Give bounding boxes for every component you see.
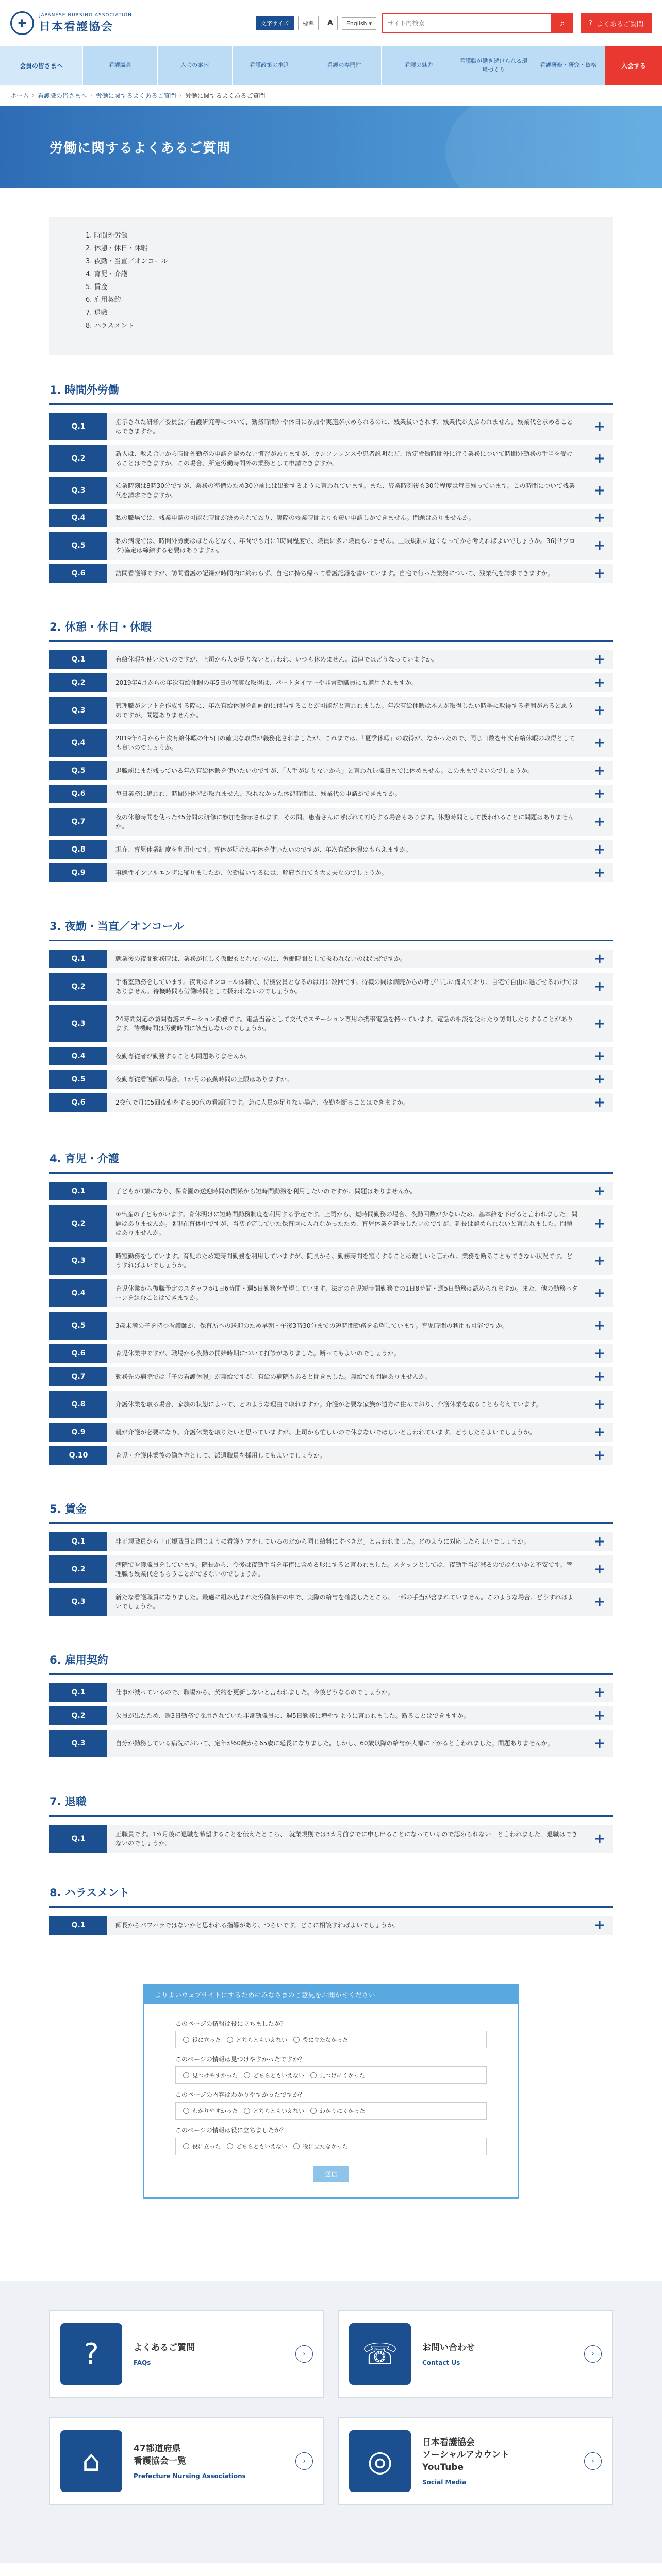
arrow-right-icon: › (295, 2345, 313, 2363)
building-icon: ⌂ (60, 2430, 122, 2492)
radio-button[interactable] (293, 2143, 300, 2149)
arrow-right-icon: › (295, 2452, 313, 2470)
question-text: 2交代で月に5回夜勤をする90代の看護師です。急に人員が足りない場合、夜勤を断ることはできますか。 (115, 1099, 409, 1106)
question-text: 私の職場では、残業申請の可能な時間が決められており、実際の残業時間よりも短い申請しかできません。問題はありませんか。 (115, 514, 475, 521)
question-text: 3歳未満の子を持つ看護師が、保育所への送迎のため早朝・午後3時30分までの短時間勤務を希望しています。育児時間の利用も可能ですか。 (115, 1322, 508, 1329)
question-row[interactable] (49, 1367, 613, 1386)
footer-card-subtitle: Contact Us (422, 2359, 460, 2366)
question-text: 新たな看護職員になりました。最適に組み込まれた労働条件の中で、実際の給与を確認したところ、一部の手当が含まれていません。このような場合、どうすればよいでしょうか。 (115, 1594, 574, 1610)
survey-option[interactable] (310, 2071, 365, 2079)
nav-item-4[interactable]: 看護の専門性 (307, 46, 382, 85)
faq-section (49, 619, 613, 882)
radio-button[interactable] (183, 2108, 189, 2114)
expand-plus-icon[interactable]: + (594, 814, 605, 829)
expand-plus-icon[interactable]: + (594, 652, 605, 667)
survey-question: このページの情報は役に立ちましたか？ (175, 2127, 287, 2134)
nav-item-6[interactable]: 看護職が働き続けられる環境づくり (456, 46, 531, 85)
footer-card[interactable] (49, 2417, 324, 2505)
expand-plus-icon[interactable]: + (594, 865, 605, 880)
expand-plus-icon[interactable]: + (594, 786, 605, 802)
question-number: Q.6 (49, 564, 107, 583)
question-number: Q.2 (49, 1706, 107, 1725)
footer-links (0, 2281, 662, 2563)
nav-item-3[interactable]: 看護政策の推進 (232, 46, 307, 85)
question-number: Q.6 (49, 785, 107, 803)
join-button[interactable]: 入会する (605, 46, 662, 85)
question-number: Q.2 (49, 1555, 107, 1583)
question-row[interactable] (49, 564, 613, 583)
survey-option-label: 役に立たなかった (303, 2143, 348, 2150)
expand-plus-icon[interactable]: + (594, 1594, 605, 1609)
question-number: Q.9 (49, 863, 107, 882)
question-text: 指示された研修／委員会／看護研究等について、勤務時間外や休日に参加や実施が求められるのに、残業扱いされず、残業代が支払われません。残業代を求めることはできますか。 (115, 418, 573, 435)
feedback-survey (143, 1984, 519, 2199)
question-row[interactable] (49, 863, 613, 882)
survey-option-label: わかりにくかった (320, 2108, 365, 2114)
expand-plus-icon[interactable]: + (594, 1253, 605, 1268)
font-size-label: 文字サイズ (256, 16, 294, 30)
question-text: 非正規職員から「正規職員と同じように看護ケアをしているのだから同じ給料にすべきだ」と言われました。どのように対応したらよいでしょうか。 (115, 1538, 530, 1545)
question-text: 病院で看護職員をしています。院長から、今後は夜勤手当を年俸に含める形にすると言われました。スタッフとしては、夜勤手当が減るのではないかと不安です。管理職も残業代をもらうことができないのでしょうか。 (115, 1561, 573, 1578)
question-list (49, 413, 613, 583)
question-number: Q.8 (49, 1391, 107, 1418)
question-row[interactable] (49, 1916, 613, 1935)
survey-option-label: わかりやすかった (192, 2108, 238, 2114)
question-row[interactable] (49, 785, 613, 803)
question-number: Q.10 (49, 1446, 107, 1465)
radio-button[interactable] (183, 2143, 189, 2149)
global-nav (0, 46, 662, 85)
section-title: 1. 時間外労働 (49, 382, 613, 405)
language-label: English (346, 20, 367, 27)
question-text: 退職前にまだ残っている年次有給休暇を使いたいのですが、「人手が足りないから」と言われ退職日までに休めません。このままでよいのでしょうか。 (115, 767, 534, 774)
expand-plus-icon[interactable]: + (594, 763, 605, 778)
nav-item-1[interactable]: 看護職員 (82, 46, 157, 85)
question-number: Q.2 (49, 673, 107, 692)
toc-item[interactable]: 7. 退職 (86, 309, 108, 317)
question-number: Q.6 (49, 1093, 107, 1112)
question-text: 師長からパワハラではないかと思われる指導があり、つらいです。どこに相談すればよいでしょうか。 (115, 1922, 400, 1929)
question-number: Q.6 (49, 1344, 107, 1363)
question-number: Q.1 (49, 413, 107, 440)
question-row[interactable] (49, 840, 613, 859)
survey-option-label: 見つけにくかった (320, 2072, 365, 2079)
site-header (0, 0, 662, 46)
search-bar (382, 13, 573, 33)
expand-plus-icon[interactable]: + (594, 483, 605, 498)
expand-plus-icon[interactable]: + (594, 1736, 605, 1751)
footer-card-subtitle: FAQs (134, 2359, 151, 2366)
expand-plus-icon[interactable]: + (594, 1918, 605, 1933)
question-icon: ? (60, 2323, 122, 2385)
expand-plus-icon[interactable]: + (594, 675, 605, 690)
arrow-right-icon: › (584, 2345, 602, 2363)
expand-plus-icon[interactable]: + (594, 1183, 605, 1199)
expand-plus-icon[interactable]: + (594, 1425, 605, 1440)
survey-option-label: どちらともいえない (236, 2037, 287, 2043)
survey-option-label: どちらともいえない (236, 2143, 287, 2150)
toc-item[interactable]: 1. 時間外労働 (86, 232, 128, 240)
question-number: Q.1 (49, 1182, 107, 1200)
breadcrumb (0, 85, 662, 106)
survey-submit-button[interactable]: 送信 (313, 2166, 349, 2182)
question-number: Q.5 (49, 1070, 107, 1089)
question-number: Q.1 (49, 1825, 107, 1853)
question-number: Q.3 (49, 1730, 107, 1757)
footer-card-title: お問い合わせ (422, 2343, 475, 2353)
footer-card-title: 47都道府県 看護協会一覧 (134, 2444, 186, 2466)
question-row[interactable] (49, 1825, 613, 1853)
breadcrumb-separator: › (90, 92, 93, 99)
expand-plus-icon[interactable]: + (594, 566, 605, 581)
expand-plus-icon[interactable]: + (594, 951, 605, 967)
question-text: 事態性インフルエンザに罹りましたが、欠勤扱いするには、解雇されても大丈夫なのでしょうか。 (115, 869, 388, 876)
section-title: 8. ハラスメント (49, 1885, 613, 1908)
question-row[interactable] (49, 1446, 613, 1465)
expand-plus-icon[interactable]: + (594, 1048, 605, 1064)
language-button[interactable] (342, 17, 376, 30)
search-input[interactable] (382, 13, 552, 33)
question-text: 新人は、教え合いから時間外勤務の申請を認めない慣習がありますが、カンファレンスや患者説明など、所定労働時間外に行う業務について時間外勤務の手当を受けることはできますか。この場合、所定労働時間外の業務として申請できますか。 (115, 450, 573, 467)
survey-option[interactable] (293, 2036, 348, 2044)
survey-option[interactable] (227, 2036, 287, 2044)
question-text: 2019年4月からの年次有給休暇の年5日の確実な取得は、パートタイマーや非常勤職員にも適用されますか。 (115, 679, 418, 686)
question-number: Q.4 (49, 1279, 107, 1307)
expand-plus-icon[interactable]: + (594, 1562, 605, 1577)
question-number: Q.7 (49, 808, 107, 836)
font-standard-button[interactable]: 標準 (298, 16, 319, 30)
toc-item[interactable]: 6. 雇用契約 (86, 296, 121, 304)
question-number: Q.5 (49, 761, 107, 780)
question-text: 時短勤務をしています。育児のため短時間勤務を利用していますが、院長から、勤務時間を短くすることは難しいと言われ、業務を断ることもできない状況です。どうすればよいでしょうか。 (115, 1252, 573, 1269)
expand-plus-icon[interactable]: + (594, 1072, 605, 1087)
section-title: 5. 賃金 (49, 1501, 613, 1524)
logo-mark-icon: ✚ (10, 11, 34, 35)
question-row[interactable] (49, 950, 613, 968)
nav-item-5[interactable]: 看護の魅力 (381, 46, 456, 85)
nav-member-link[interactable] (0, 46, 82, 85)
footer-card[interactable] (338, 2417, 613, 2505)
survey-question: このページの情報は役に立ちましたか？ (175, 2020, 287, 2027)
question-row[interactable] (49, 673, 613, 692)
question-number: Q.7 (49, 1367, 107, 1386)
sns-icon: ◎ (349, 2430, 411, 2492)
expand-plus-icon[interactable]: + (594, 979, 605, 994)
question-row[interactable] (49, 509, 613, 527)
toc-item[interactable]: 3. 夜勤・当直／オンコール (86, 258, 168, 265)
survey-option[interactable] (293, 2142, 348, 2150)
footer-card-subtitle: Social Media (422, 2479, 467, 2486)
question-number: Q.1 (49, 1916, 107, 1935)
breadcrumb-level1[interactable]: 看護職の皆さまへ (37, 92, 87, 99)
question-number: Q.3 (49, 1005, 107, 1042)
question-row[interactable] (49, 1344, 613, 1363)
question-text: 勤務先の病院では「子の看護休暇」が無給ですが、有給の病院もあると聞きました。無給でも問題ありませんか。 (115, 1373, 432, 1380)
survey-question: このページの内容はわかりやすかったですか？ (175, 2091, 305, 2098)
question-row[interactable] (49, 1555, 613, 1583)
question-number: Q.3 (49, 1247, 107, 1275)
expand-plus-icon[interactable]: + (594, 1448, 605, 1463)
faq-section (49, 1150, 613, 1465)
logo-title: 日本看護協会 (39, 20, 114, 33)
question-text: 欠員が出たため、週3日勤務で採用されていた非常勤職員に、週5日勤務に増やすように言われました。断ることはできますか。 (115, 1712, 470, 1719)
question-number: Q.2 (49, 445, 107, 472)
breadcrumb-home[interactable]: ホーム (10, 92, 29, 99)
radio-button[interactable] (227, 2143, 233, 2149)
survey-option-label: 役に立たなかった (303, 2037, 348, 2043)
expand-plus-icon[interactable]: + (594, 1095, 605, 1110)
survey-option[interactable] (244, 2071, 304, 2079)
faq-section (49, 918, 613, 1112)
nav-item-7[interactable]: 看護研修・研究・資格 (531, 46, 605, 85)
section-title: 7. 退職 (49, 1793, 613, 1817)
question-text: 親が介護が必要になり、介護休業を取りたいと思っていますが、上司から忙しいので休まないでほしいと言われています。どうしたらよいでしょうか。 (115, 1429, 536, 1436)
question-text: 毎日業務に追われ、時間外休憩が取れません。取れなかった休憩時間は、残業代の申請ができますか。 (115, 790, 401, 798)
footer-card[interactable] (49, 2310, 324, 2398)
question-list (49, 1182, 613, 1465)
survey-options (175, 2102, 487, 2120)
question-number: Q.2 (49, 1205, 107, 1242)
question-row[interactable] (49, 413, 613, 440)
question-row[interactable] (49, 1423, 613, 1442)
expand-plus-icon[interactable]: + (594, 1318, 605, 1333)
question-number: Q.1 (49, 1683, 107, 1702)
question-list (49, 650, 613, 882)
question-icon: ? (589, 19, 592, 27)
question-text: 正職員です。1カ月後に退職を希望することを伝えたところ、「就業規則では3カ月前までに申し出ることになっているので認められない」と言われました。退職はできないのでしょうか。 (115, 1831, 578, 1847)
expand-plus-icon[interactable]: + (594, 1708, 605, 1723)
footer-card-title: 日本看護協会 ソーシャルアカウント YouTube (422, 2437, 510, 2472)
question-text: 就業後の夜間勤務時は、業務が忙しく仮眠もとれないのに、労働時間として扱われないのはなぜですか。 (115, 955, 407, 962)
radio-button[interactable] (244, 2108, 250, 2114)
toc-item[interactable]: 2. 休憩・休日・休暇 (86, 245, 148, 252)
question-text: 夜の休憩時間を使った45分間の研修に参加を指示されます。その間、患者さんに呼ばれて対応する場合もあります。休憩時間として扱われることに問題はありませんか。 (115, 814, 574, 830)
expand-plus-icon[interactable]: + (594, 1346, 605, 1361)
expand-plus-icon[interactable]: + (594, 538, 605, 553)
faq-button[interactable] (581, 13, 652, 33)
survey-option-label: どちらともいえない (253, 2072, 304, 2079)
question-row[interactable] (49, 1706, 613, 1725)
section-title: 3. 夜勤・当直／オンコール (49, 918, 613, 941)
question-row[interactable] (49, 1532, 613, 1551)
question-text: 管理職がシフトを作成する際に、年次有給休暇を計画的に付与することが可能だと言われました。年次有給休暇は本人が取得したい時季に取得する権利があると思うのですが、問題ありませんか。 (115, 702, 574, 719)
question-list (49, 1916, 613, 1935)
radio-button[interactable] (227, 2037, 233, 2043)
question-row[interactable] (49, 1730, 613, 1757)
question-text: 2019年4月から年次有給休暇の年5日の確実な取得が義務化されましたが、これまでは、「夏季休暇」の取得が、なかったので、同じ日数を年次有給休暇の取得としても良いのでしょうか。 (115, 735, 575, 751)
breadcrumb-separator: › (32, 92, 35, 99)
question-number: Q.1 (49, 950, 107, 968)
survey-option-label: 役に立った (192, 2037, 221, 2043)
question-text: 24時間対応の訪問看護ステーション勤務です。電話当番として交代でステーション専用の携帯電話を持っています。電話の相談を受けたり訪問したりすることがあります。待機時間は労働時間に該当しないのでしょうか。 (115, 1015, 573, 1032)
question-text: 育児休業中ですが、職場から夜勤の開始時期について打診がありました。断ってもよいのでしょうか。 (115, 1350, 400, 1357)
question-number: Q.4 (49, 1047, 107, 1065)
table-of-contents (49, 217, 613, 355)
survey-option-label: 役に立った (192, 2143, 221, 2150)
arrow-right-icon: › (584, 2452, 602, 2470)
question-number: Q.3 (49, 1588, 107, 1616)
question-number: Q.1 (49, 1532, 107, 1551)
question-text: 手術室勤務をしています。夜間はオンコール体制で、待機要員となるのは月に数回です。待機の間は病院からの呼び出しに備えており、自宅で自由に過ごせるわけではありません。待機時間も労働時間として扱われないのでしょうか。 (115, 978, 578, 995)
question-row[interactable] (49, 761, 613, 780)
expand-plus-icon[interactable]: + (594, 1285, 605, 1301)
question-number: Q.5 (49, 1312, 107, 1340)
expand-plus-icon[interactable]: + (594, 510, 605, 526)
question-text: 有給休暇を使いたいのですが、上司から人が足りないと言われ、いつも休めません。法律ではどうなっていますか。 (115, 656, 438, 663)
faq-button-label: よくあるご質問 (596, 20, 643, 28)
question-row[interactable] (49, 445, 613, 472)
survey-options (175, 2138, 487, 2155)
expand-plus-icon[interactable]: + (594, 419, 605, 434)
survey-heading: よりよいウェブサイトにするためにみなさまのご意見をお聞かせください (144, 1986, 518, 2004)
survey-option[interactable] (310, 2107, 365, 2115)
phone-icon: ☏ (349, 2323, 411, 2385)
question-row[interactable] (49, 973, 613, 1001)
question-row[interactable] (49, 1047, 613, 1065)
question-row[interactable] (49, 729, 613, 757)
question-row[interactable] (49, 532, 613, 560)
footer-card[interactable] (338, 2310, 613, 2398)
question-row[interactable] (49, 1391, 613, 1418)
search-button[interactable] (552, 13, 573, 33)
faq-section (49, 1885, 613, 1935)
nav-item-2[interactable]: 入会の案内 (157, 46, 232, 85)
section-title: 6. 雇用契約 (49, 1652, 613, 1675)
chevron-down-icon: ▾ (369, 20, 372, 27)
faq-section (49, 382, 613, 583)
question-text: 夜勤専従者が勤務することも問題ありませんか。 (115, 1053, 252, 1060)
expand-plus-icon[interactable]: + (594, 1831, 605, 1846)
question-text: 育児休業から復職予定のスタッフが1日6時間・週5日勤務を希望しています。法定の育児短時間勤務での1日8時間・週5日勤務は認められますか。また、他の勤務パターンを組むことはできますか。 (115, 1285, 578, 1301)
logo-subtitle: JAPANESE NURSING ASSOCIATION (39, 12, 132, 18)
page-hero (0, 106, 662, 188)
survey-option[interactable] (183, 2071, 238, 2079)
toc-item[interactable]: 5. 賃金 (86, 283, 108, 291)
radio-button[interactable] (310, 2108, 317, 2114)
expand-plus-icon[interactable]: + (594, 703, 605, 718)
survey-option[interactable] (244, 2107, 304, 2115)
question-row[interactable] (49, 697, 613, 724)
survey-option[interactable] (183, 2107, 238, 2115)
section-title: 2. 休憩・休日・休暇 (49, 619, 613, 642)
breadcrumb-level2[interactable]: 労働に関するよくあるご質問 (95, 92, 176, 99)
expand-plus-icon[interactable]: + (594, 842, 605, 857)
expand-plus-icon[interactable]: + (594, 1397, 605, 1412)
survey-option-label: どちらともいえない (253, 2108, 304, 2114)
survey-question: このページの情報は見つけやすかったですか？ (175, 2056, 305, 2063)
expand-plus-icon[interactable]: + (594, 1685, 605, 1700)
section-title: 4. 育児・介護 (49, 1150, 613, 1174)
radio-button[interactable] (310, 2072, 317, 2078)
question-row[interactable] (49, 808, 613, 836)
question-row[interactable] (49, 477, 613, 504)
header-tools (256, 16, 376, 30)
question-number: Q.9 (49, 1423, 107, 1442)
question-text: 始業時刻は8時30分ですが、業務の準備のため30分前には出勤するように言われています。また、終業時刻後も30分程度は毎日残っています。この時間について残業代を請求できますか。 (115, 482, 575, 499)
footer-card-subtitle: Prefecture Nursing Associations (134, 2472, 246, 2480)
question-list (49, 950, 613, 1112)
question-number: Q.4 (49, 729, 107, 757)
expand-plus-icon[interactable]: + (594, 451, 605, 466)
expand-plus-icon[interactable]: + (594, 735, 605, 751)
survey-option-label: 見つけやすかった (192, 2072, 238, 2079)
radio-button[interactable] (293, 2037, 300, 2043)
toc-item[interactable]: 4. 育児・介護 (86, 270, 128, 278)
radio-button[interactable] (244, 2072, 250, 2078)
page-title: 労働に関するよくあるご質問 (49, 141, 231, 156)
question-list (49, 1683, 613, 1757)
question-number: Q.4 (49, 509, 107, 527)
question-row[interactable] (49, 1312, 613, 1340)
site-logo[interactable] (10, 11, 132, 35)
survey-option[interactable] (183, 2036, 221, 2044)
expand-plus-icon[interactable]: + (594, 1016, 605, 1031)
question-list (49, 1532, 613, 1616)
question-text: 介護休業を取る場合、家族の状態によって、どのような理由で取れますか。介護が必要な家族が遠方に住んでおり、介護休業を取ることも考えています。 (115, 1401, 542, 1408)
question-text: 育児・介護休業後の働き方として、派遣職員を採用してもよいでしょうか。 (115, 1452, 326, 1459)
question-text: 私の病院では、時間外労働はほとんどなく、年間でも月に1時間程度で、職員に多い職員もいません。上限規制に近くなってから考えればよいでしょうか。36(サブロク)協定は締結する必要はありますか。 (115, 537, 575, 554)
question-list (49, 1825, 613, 1853)
question-text: 子どもが1歳になり、保育園の送迎時間の関係から短時間勤務を利用したいのですが、問題はありませんか。 (115, 1188, 417, 1195)
toc-item[interactable]: 8. ハラスメント (86, 322, 135, 330)
breadcrumb-separator: › (179, 92, 182, 99)
question-row[interactable] (49, 1182, 613, 1200)
faq-section (49, 1501, 613, 1616)
faq-section (49, 1793, 613, 1853)
question-row[interactable] (49, 1205, 613, 1242)
survey-options (175, 2066, 487, 2084)
nav-member-label: 会員の皆さまへ (19, 62, 63, 70)
radio-button[interactable] (183, 2072, 189, 2078)
question-text: 現在、育児休業制度を利用中です。育休が明けた年休を使いたいのですが、年次有給休暇はもらえますか。 (115, 846, 412, 853)
question-row[interactable] (49, 1093, 613, 1112)
search-icon: ⌕ (560, 18, 566, 29)
question-row[interactable] (49, 650, 613, 669)
question-text: 訪問看護師ですが、訪問看護の記録が時間内に終わらず、自宅に持ち帰って看護記録を書いています。自宅で行った業務について、残業代を請求できますか。 (115, 570, 554, 577)
expand-plus-icon[interactable]: + (594, 1534, 605, 1549)
question-number: Q.3 (49, 477, 107, 504)
breadcrumb-current: 労働に関するよくあるご質問 (185, 92, 266, 99)
font-large-button[interactable]: A (323, 16, 338, 30)
question-row[interactable] (49, 1588, 613, 1616)
survey-option[interactable] (227, 2142, 287, 2150)
faq-section (49, 1652, 613, 1757)
footer-card-title: よくあるご質問 (134, 2343, 195, 2353)
question-row[interactable] (49, 1683, 613, 1702)
question-row[interactable] (49, 1247, 613, 1275)
survey-options (175, 2031, 487, 2048)
question-number: Q.2 (49, 973, 107, 1001)
radio-button[interactable] (183, 2037, 189, 2043)
question-text: 夜勤専従看護師の場合、1か月の夜勤時間の上限はありますか。 (115, 1076, 293, 1083)
question-number: Q.5 (49, 532, 107, 560)
question-text: 仕事が減っているので、職場から、契約を更新しないと言われました。今後どうなるのでしょうか。 (115, 1689, 394, 1696)
question-row[interactable] (49, 1005, 613, 1042)
expand-plus-icon[interactable]: + (594, 1369, 605, 1384)
question-number: Q.3 (49, 697, 107, 724)
expand-plus-icon[interactable]: + (594, 1216, 605, 1231)
question-text: 自分が勤務している病院において、定年が60歳から65歳に延長になりました。しかし、60歳以降の給与が大幅に下がると言われました。問題ありませんか。 (115, 1740, 554, 1747)
question-number: Q.8 (49, 840, 107, 859)
question-text: ①出産の子どもがいます。育休明けに短時間勤務制度を利用する予定です。上司から、短時間勤務の場合、夜勤回数が少ないため、基本給を下げると言われました。問題はありませんか。②現在育休中ですが、当初予定していた保育園に入れなかったため、育児休業を延長したいのですが、延長は認められないと言われました。問題はありませんか。 (115, 1211, 578, 1236)
question-row[interactable] (49, 1279, 613, 1307)
question-number: Q.1 (49, 650, 107, 669)
faq-sections (0, 382, 662, 1935)
question-row[interactable] (49, 1070, 613, 1089)
survey-option[interactable] (183, 2142, 221, 2150)
